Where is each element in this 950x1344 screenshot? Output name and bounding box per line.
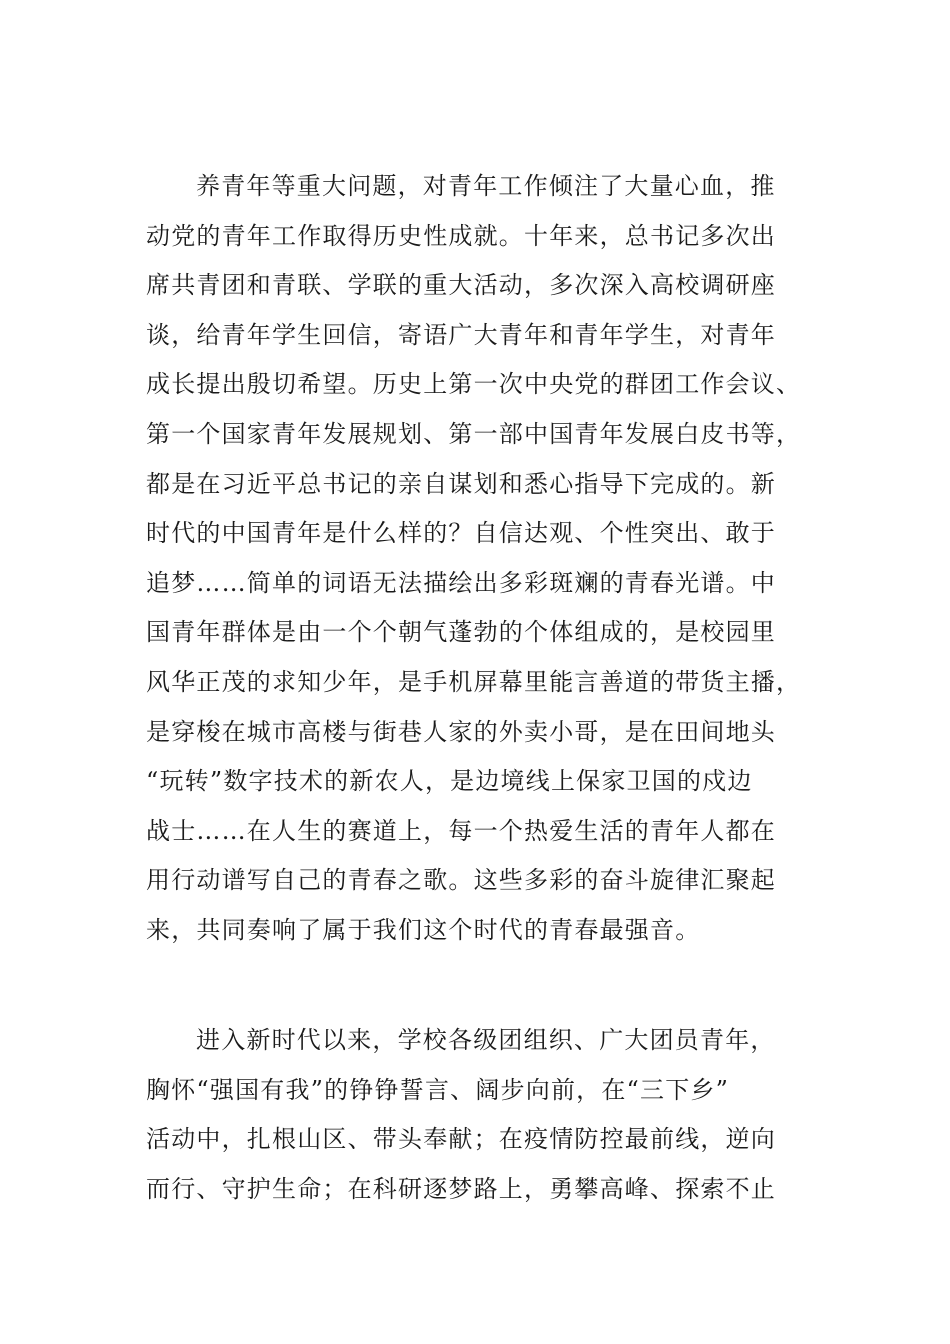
text-line: 成长提出殷切希望。历史上第一次中央党的群团工作会议、 <box>146 370 802 399</box>
text-line: 来，共同奏响了属于我们这个时代的青春最强音。 <box>146 915 701 944</box>
text-line: 养青年等重大问题，对青年工作倾注了大量心血，推 <box>196 172 776 200</box>
text-line: 都是在习近平总书记的亲自谋划和悉心指导下完成的。新 <box>146 469 776 498</box>
text-line: 进入新时代以来，学校各级团组织、广大团员青年， <box>196 1026 776 1054</box>
text-line: 战士……在人生的赛道上，每一个热爱生活的青年人都在 <box>146 816 776 845</box>
text-line: 活动中，扎根山区、带头奉献；在疫情防控最前线，逆向 <box>146 1125 776 1154</box>
text-line: 动党的青年工作取得历史性成就。十年来，总书记多次出 <box>146 221 776 250</box>
text-line: 而行、守护生命；在科研逐梦路上，勇攀高峰、探索不止 <box>146 1174 776 1203</box>
text-line: 席共青团和青联、学联的重大活动，多次深入高校调研座 <box>146 271 776 300</box>
text-line: 谈，给青年学生回信，寄语广大青年和青年学生，对青年 <box>146 320 776 349</box>
text-line: 时代的中国青年是什么样的？自信达观、个性突出、敢于 <box>146 519 776 548</box>
text-line: 风华正茂的求知少年，是手机屏幕里能言善道的带货主播， <box>146 667 802 696</box>
text-line: 用行动谱写自己的青春之歌。这些多彩的奋斗旋律汇聚起 <box>146 866 776 895</box>
paragraph-2 <box>146 1016 806 1214</box>
text-line: 胸怀“强国有我”的铮铮誓言、阔步向前，在“三下乡” <box>146 1075 730 1104</box>
text-line: “玩转”数字技术的新农人，是边境线上保家卫国的戍边 <box>146 767 753 796</box>
text-line: 是穿梭在城市高楼与街巷人家的外卖小哥，是在田间地头 <box>146 717 776 746</box>
text-line: 追梦……简单的词语无法描绘出多彩斑斓的青春光谱。中 <box>146 568 776 597</box>
text-line: 国青年群体是由一个个朝气蓬勃的个体组成的，是校园里 <box>146 618 776 647</box>
text-line: 第一个国家青年发展规划、第一部中国青年发展白皮书等， <box>146 419 802 448</box>
paragraph-1 <box>146 162 806 956</box>
